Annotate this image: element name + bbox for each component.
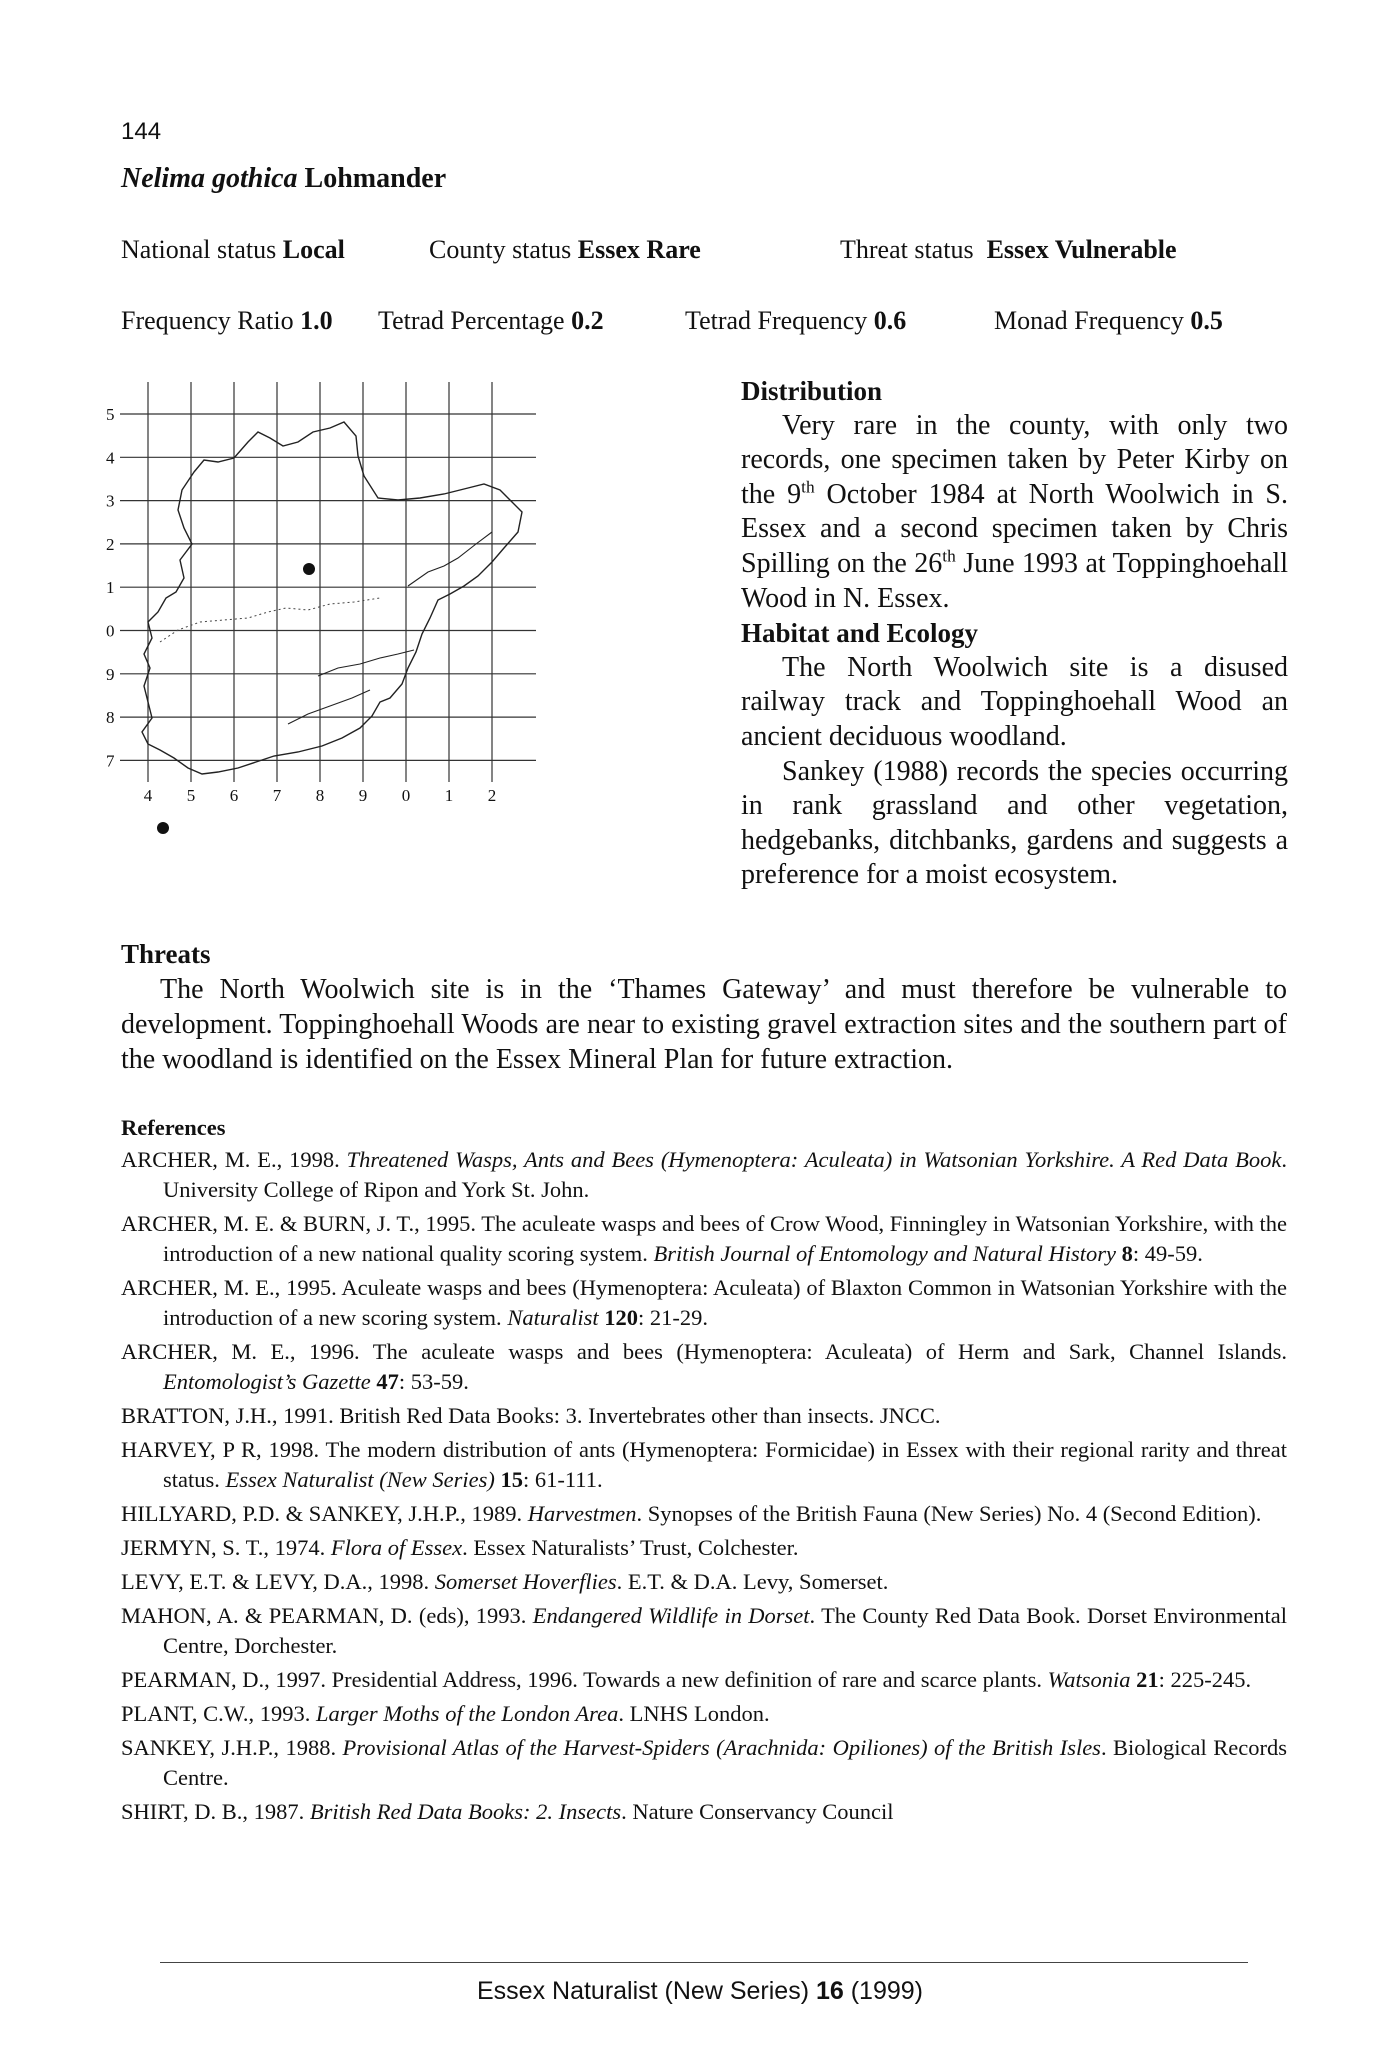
river-inlet <box>288 690 370 724</box>
map-y-label: 8 <box>106 708 115 728</box>
references-heading: References <box>121 1115 226 1140</box>
tetrad-percentage: Tetrad Percentage 0.2 <box>378 306 604 335</box>
reference-item: BRATTON, J.H., 1991. British Red Data Books: 3. Invertebrates other than insects. JNCC. <box>121 1403 941 1428</box>
habitat-paragraph: Sankey (1988) records the species occurring in rank grassland and other vegetation, hedgebanks, ditchbanks, gardens and suggests a preference for a moist ecosystem. <box>741 755 1288 891</box>
references-section <box>121 1113 1287 1831</box>
record-marker <box>303 563 315 575</box>
map-x-label: 5 <box>186 786 196 805</box>
threats-section <box>121 937 1287 1077</box>
county-status: County status Essex Rare <box>429 235 701 264</box>
map-y-axis <box>106 405 115 770</box>
distribution-section <box>741 374 1288 893</box>
map-y-label: 0 <box>106 621 115 641</box>
map-y-label: 5 <box>106 405 115 424</box>
map-x-label: 4 <box>143 786 153 805</box>
county-outline <box>142 422 522 774</box>
tetrad-frequency: Tetrad Frequency 0.6 <box>685 306 907 335</box>
frequency-ratio: Frequency Ratio 1.0 <box>121 306 333 335</box>
reference-item: ARCHER, M. E., 1996. The aculeate wasps and bees (Hymenoptera: Aculeata) of Herm and Sark, Channel Islands. Entomologist’s Gazette 47: 53-59. <box>121 1339 1287 1394</box>
distribution-text: Very rare in the county, with only two records, one specimen taken by Peter Kirby on the 9th October 1984 at North Woolwich in S. Essex and a second specimen taken by Chris Spilling on the 26th June 1993 at Toppinghoehall Wood in N. Essex. <box>741 409 1288 614</box>
map-y-label: 3 <box>106 491 115 511</box>
reference-item: ARCHER, M. E. & BURN, J. T., 1995. The aculeate wasps and bees of Crow Wood, Finningley in Watsonian Yorkshire, with the introduction of a new national quality scoring system. British Journal of Entomology and Natural History 8: 49-59. <box>121 1211 1287 1266</box>
reference-item: PEARMAN, D., 1997. Presidential Address, 1996. Towards a new definition of rare and scarce plants. Watsonia 21: 225-245. <box>121 1667 1252 1692</box>
map-x-label: 9 <box>358 786 368 805</box>
habitat-paragraph: The North Woolwich site is a disused railway track and Toppinghoehall Wood an ancient deciduous woodland. <box>741 651 1288 752</box>
map-x-axis <box>144 786 497 805</box>
reference-item: HARVEY, P R, 1998. The modern distribution of ants (Hymenoptera: Formicidae) in Essex with their regional rarity and threat status. Essex Naturalist (New Series) 15: 61-111. <box>121 1437 1287 1492</box>
river-inlet <box>408 532 492 586</box>
map-x-label: 8 <box>315 786 325 805</box>
reference-item: ARCHER, M. E., 1995. Aculeate wasps and bees (Hymenoptera: Aculeata) of Blaxton Common in Watsonian Yorkshire with the introduction of a new scoring system. Naturalist 120: 21-29. <box>121 1275 1287 1330</box>
distribution-map <box>108 372 728 932</box>
reference-item: LEVY, E.T. & LEVY, D.A., 1998. Somerset Hoverflies. E.T. & D.A. Levy, Somerset. <box>121 1569 889 1594</box>
map-x-label: 1 <box>444 786 454 805</box>
reference-item: MAHON, A. & PEARMAN, D. (eds), 1993. Endangered Wildlife in Dorset. The County Red Data Book. Dorset Environmental Centre, Dorchester. <box>121 1603 1287 1658</box>
county-boundary <box>160 598 380 642</box>
national-status: National status Local <box>121 235 345 264</box>
reference-item: PLANT, C.W., 1993. Larger Moths of the London Area. LNHS London. <box>121 1701 770 1726</box>
map-y-label: 7 <box>106 751 115 771</box>
map-y-label: 2 <box>106 534 115 554</box>
record-marker <box>157 822 169 834</box>
species-author: Lohmander <box>304 163 447 194</box>
map-x-label: 6 <box>229 786 239 805</box>
monad-frequency: Monad Frequency 0.5 <box>994 306 1223 335</box>
map-y-label: 9 <box>106 664 115 684</box>
distribution-heading: Distribution <box>741 376 883 406</box>
map-x-label: 0 <box>401 786 411 805</box>
page-number: 144 <box>121 118 162 145</box>
footer-rule <box>160 1962 1248 1963</box>
threats-heading: Threats <box>121 939 211 969</box>
map-y-label: 1 <box>106 578 115 598</box>
reference-item: JERMYN, S. T., 1974. Flora of Essex. Essex Naturalists’ Trust, Colchester. <box>121 1535 799 1560</box>
reference-item: ARCHER, M. E., 1998. Threatened Wasps, Ants and Bees (Hymenoptera: Aculeata) in Watsonian Yorkshire. A Red Data Book. University College of Ripon and York St. John. <box>121 1147 1288 1202</box>
map-x-label: 2 <box>487 786 497 805</box>
species-binomial: Nelima gothica <box>121 163 298 194</box>
habitat-heading: Habitat and Ecology <box>741 618 979 649</box>
map-x-label: 7 <box>272 786 282 805</box>
river-inlet <box>318 650 414 676</box>
page-footer: Essex Naturalist (New Series) 16 (1999) <box>476 1977 923 2005</box>
species-title <box>121 163 446 195</box>
reference-item: SANKEY, J.H.P., 1988. Provisional Atlas of the Harvest-Spiders (Arachnida: Opiliones) of the British Isles. Biological Records Centre. <box>121 1735 1287 1790</box>
threats-text: The North Woolwich site is in the ‘Thames Gateway’ and must therefore be vulnerable to development. Toppinghoehall Woods are near to existing gravel extraction sites and the southern part of the woodland is identified on the Essex Mineral Plan for future extraction. <box>121 974 1287 1075</box>
map-y-label: 4 <box>106 448 115 468</box>
reference-item: SHIRT, D. B., 1987. British Red Data Books: 2. Insects. Nature Conservancy Council <box>121 1799 894 1824</box>
threat-status: Threat status Essex Vulnerable <box>840 235 1177 264</box>
reference-item: HILLYARD, P.D. & SANKEY, J.H.P., 1989. Harvestmen. Synopses of the British Fauna (New Series) No. 4 (Second Edition). <box>121 1501 1262 1526</box>
